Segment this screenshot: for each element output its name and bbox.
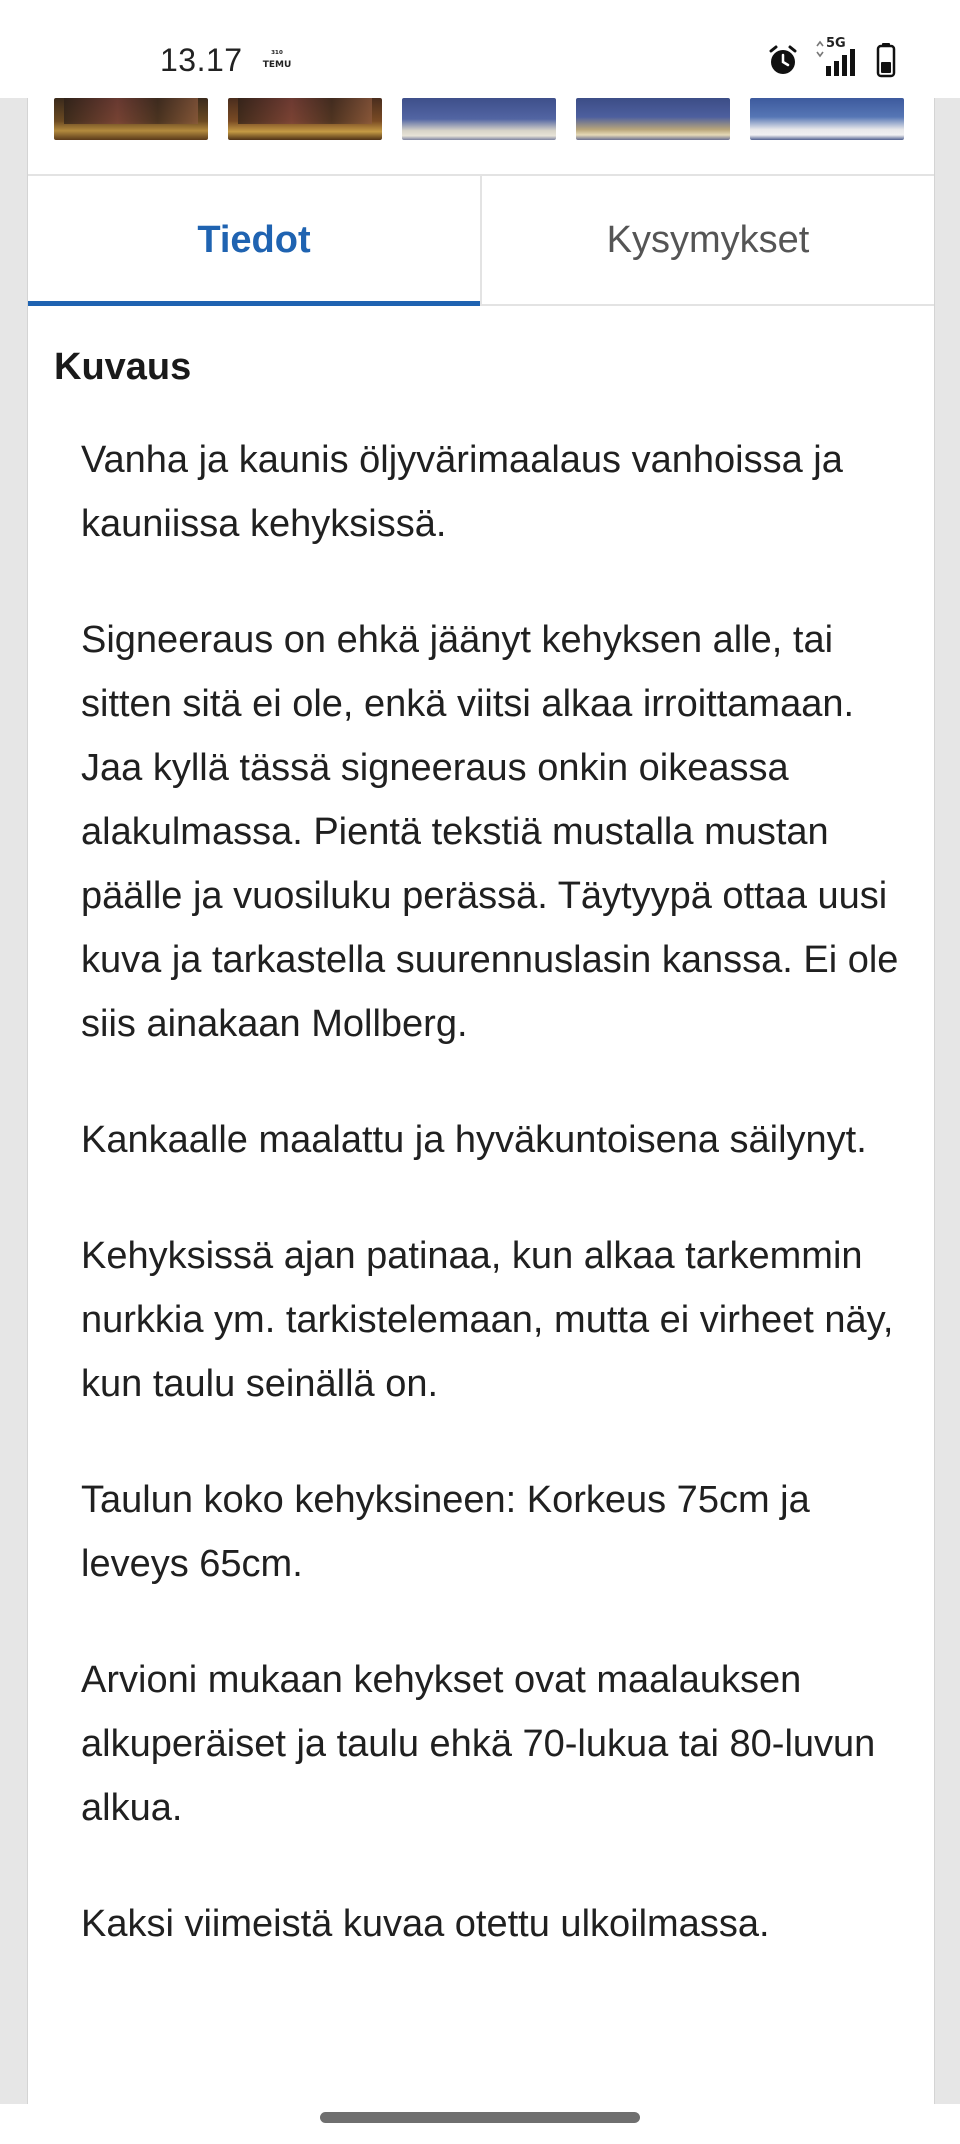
painting-thumb-2[interactable] [228,98,382,140]
home-indicator[interactable] [320,2112,640,2123]
status-time: 13.17 [160,42,243,78]
description-paragraph: Kaksi viimeistä kuvaa otettu ulkoilmassa. [81,1903,770,1945]
tab-kysymykset[interactable]: Kysymykset [480,176,934,304]
battery-icon [876,42,896,78]
description-body [81,428,911,2008]
description-paragraph: Kankaalle maalattu ja hyväkuntoisena säilynyt. [81,1119,867,1161]
description-paragraph: Kehyksissä ajan patinaa, kun alkaa tarkemmin nurkkia ym. tarkistelemaan, mutta ei virheet näy, kun taulu seinällä on. [81,1235,894,1405]
listing-card [27,98,935,2104]
section-title-kuvaus: Kuvaus [54,346,192,388]
network-label: 5G [826,36,846,51]
description-paragraph: Taulun koko kehyksineen: Korkeus 75cm ja leveys 65cm. [81,1479,810,1585]
navigation-bar [0,2104,960,2144]
status-bar [0,0,960,98]
description-paragraph: Signeeraus on ehkä jäänyt kehyksen alle, tai sitten sitä ei ole, enkä viitsi alkaa irroittamaan. Jaa kyllä tässä signeeraus onkin oikeassa alakulmassa. Pientä tekstiä mustalla mustan päälle ja vuosiluku perässä. Täytyypä ottaa uusi kuva ja tarkastella suurennuslasin kanssa. Ei ole siis ainakaan Mollberg. [81,619,899,1045]
alarm-icon [766,43,800,77]
status-mini-label: ³¹⁰ TEMU [262,50,292,70]
signal-icon [814,36,862,80]
tab-bar [28,174,934,306]
status-icons [766,36,896,80]
thumbnail-strip[interactable] [54,98,904,140]
painting-thumb-4[interactable] [576,98,730,140]
painting-thumb-1[interactable] [54,98,208,140]
painting-thumb-3[interactable] [402,98,556,140]
painting-thumb-5[interactable] [750,98,904,140]
description-paragraph: Vanha ja kaunis öljyvärimaalaus vanhoissa ja kauniissa kehyksissä. [81,439,843,545]
description-paragraph: Arvioni mukaan kehykset ovat maalauksen alkuperäiset ja taulu ehkä 70-lukua tai 80-luvun alkua. [81,1659,876,1829]
tab-tiedot[interactable]: Tiedot [28,176,480,304]
